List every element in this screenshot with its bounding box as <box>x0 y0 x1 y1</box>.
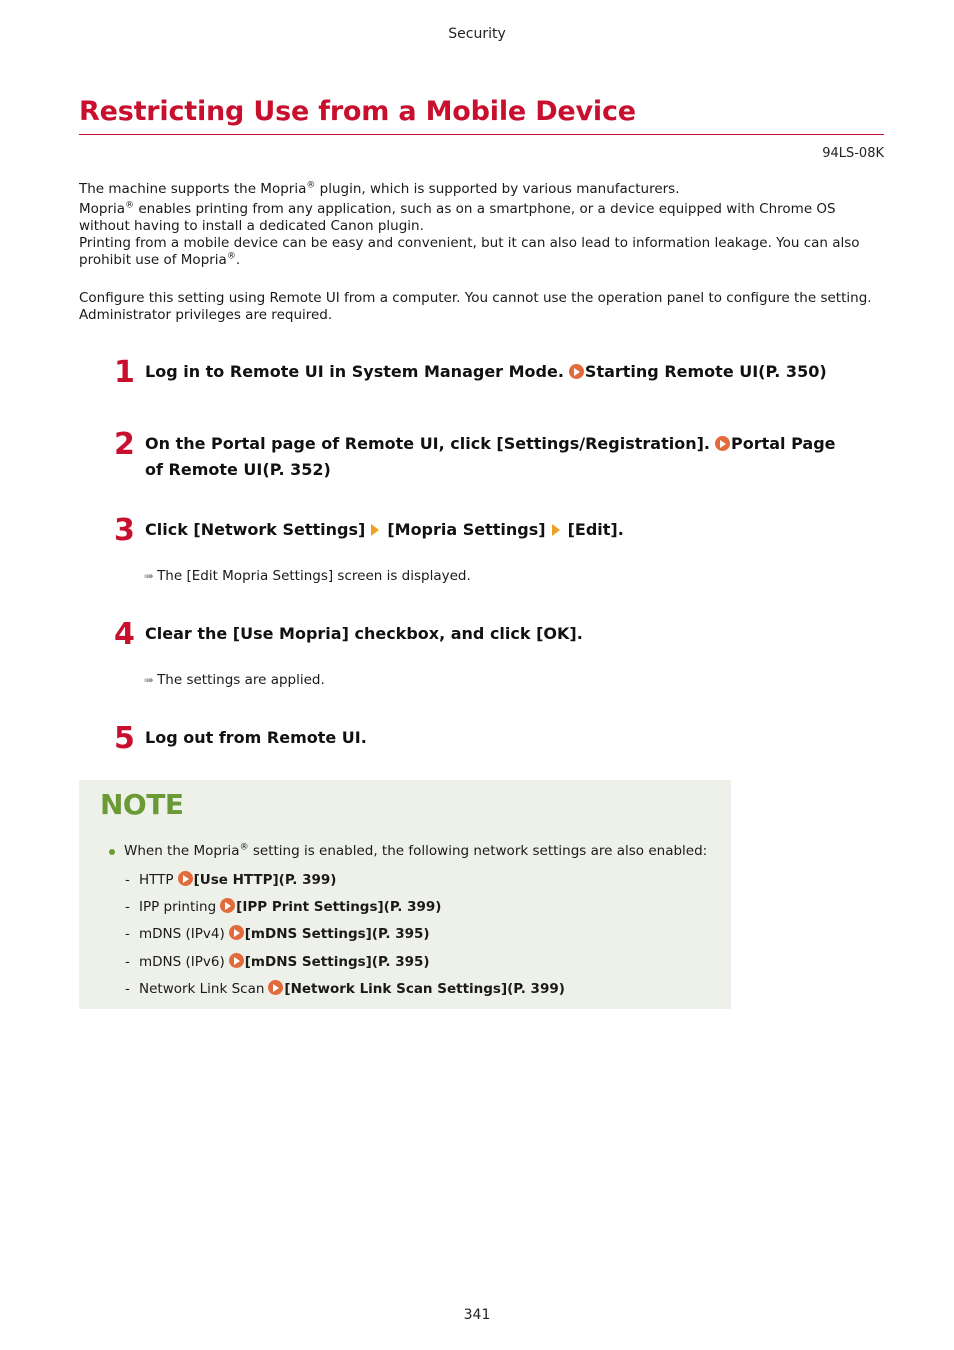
step-2 <box>145 431 845 483</box>
link-arrow-icon <box>715 436 730 451</box>
step-4-result: ➠ The settings are applied. <box>144 672 325 688</box>
title-divider <box>79 134 884 135</box>
step-3: Click [Network Settings] [Mopria Settings] [Edit]. <box>145 520 624 539</box>
intro-paragraph-2: Mopria® enables printing from any application, such as on a smartphone, or a device equipped with Chrome OS without having to install a dedicated Canon plugin. <box>79 200 836 234</box>
note-list-item: - IPP printing [IPP Print Settings](P. 399) <box>125 899 442 915</box>
bullet-icon <box>109 849 115 855</box>
step-2-link[interactable]: Portal Page of Remote UI(P. 352) <box>145 434 836 479</box>
intro-paragraph-4: Configure this setting using Remote UI from a computer. You cannot use the operation panel to configure the setting. Administrator privileges are required. <box>79 290 872 323</box>
page-title: Restricting Use from a Mobile Device <box>79 96 636 127</box>
link-arrow-icon <box>268 980 283 995</box>
note-list-item: - HTTP [Use HTTP](P. 399) <box>125 872 337 888</box>
running-header: Security <box>448 26 506 42</box>
result-arrow-icon: ➠ <box>144 569 155 583</box>
step-number-5: 5 <box>114 721 135 756</box>
intro-paragraph-1: The machine supports the Mopria® plugin, which is supported by various manufacturers. <box>79 180 680 197</box>
document-id: 94LS-08K <box>822 146 884 161</box>
page-number: 341 <box>463 1307 491 1323</box>
registered-mark: ® <box>125 200 135 211</box>
step-1-text: Log in to Remote UI in System Manager Mode. <box>145 362 564 381</box>
note-bullet: When the Mopria® setting is enabled, the following network settings are also enabled: <box>124 842 708 859</box>
link-arrow-icon <box>178 871 193 886</box>
intro-paragraph-3: Printing from a mobile device can be easy and convenient, but it can also lead to information leakage. You can also prohibit use of Mopria®. <box>79 235 860 268</box>
step-2-text: On the Portal page of Remote UI, click [Settings/Registration]. <box>145 434 710 453</box>
registered-mark: ® <box>239 842 249 853</box>
link-arrow-icon <box>229 925 244 940</box>
step-number-3: 3 <box>114 513 135 548</box>
note-link[interactable]: [mDNS Settings](P. 395) <box>244 926 430 942</box>
step-1-link[interactable]: Starting Remote UI(P. 350) <box>584 362 827 381</box>
note-link[interactable]: [mDNS Settings](P. 395) <box>244 954 430 970</box>
menu-separator-icon <box>371 524 379 536</box>
result-arrow-icon: ➠ <box>144 673 155 687</box>
registered-mark: ® <box>226 251 236 262</box>
step-5-text: Log out from Remote UI. <box>145 728 367 747</box>
link-arrow-icon <box>229 953 244 968</box>
step-4-text: Clear the [Use Mopria] checkbox, and click [OK]. <box>145 624 583 643</box>
step-number-1: 1 <box>114 355 135 390</box>
menu-separator-icon <box>552 524 560 536</box>
step-3-result: ➠ The [Edit Mopria Settings] screen is displayed. <box>144 568 471 584</box>
step-1 <box>145 359 845 385</box>
note-list-item: - mDNS (IPv6) [mDNS Settings](P. 395) <box>125 954 430 970</box>
registered-mark: ® <box>306 180 316 191</box>
step-number-4: 4 <box>114 617 135 652</box>
note-link[interactable]: [Network Link Scan Settings](P. 399) <box>284 981 565 997</box>
link-arrow-icon <box>569 364 584 379</box>
note-title: NOTE <box>100 788 184 821</box>
note-link[interactable]: [Use HTTP](P. 399) <box>193 872 337 888</box>
step-number-2: 2 <box>114 427 135 462</box>
note-list-item: - Network Link Scan [Network Link Scan Settings](P. 399) <box>125 981 565 997</box>
note-list-item: - mDNS (IPv4) [mDNS Settings](P. 395) <box>125 926 430 942</box>
note-link[interactable]: [IPP Print Settings](P. 399) <box>236 899 442 915</box>
link-arrow-icon <box>220 898 235 913</box>
